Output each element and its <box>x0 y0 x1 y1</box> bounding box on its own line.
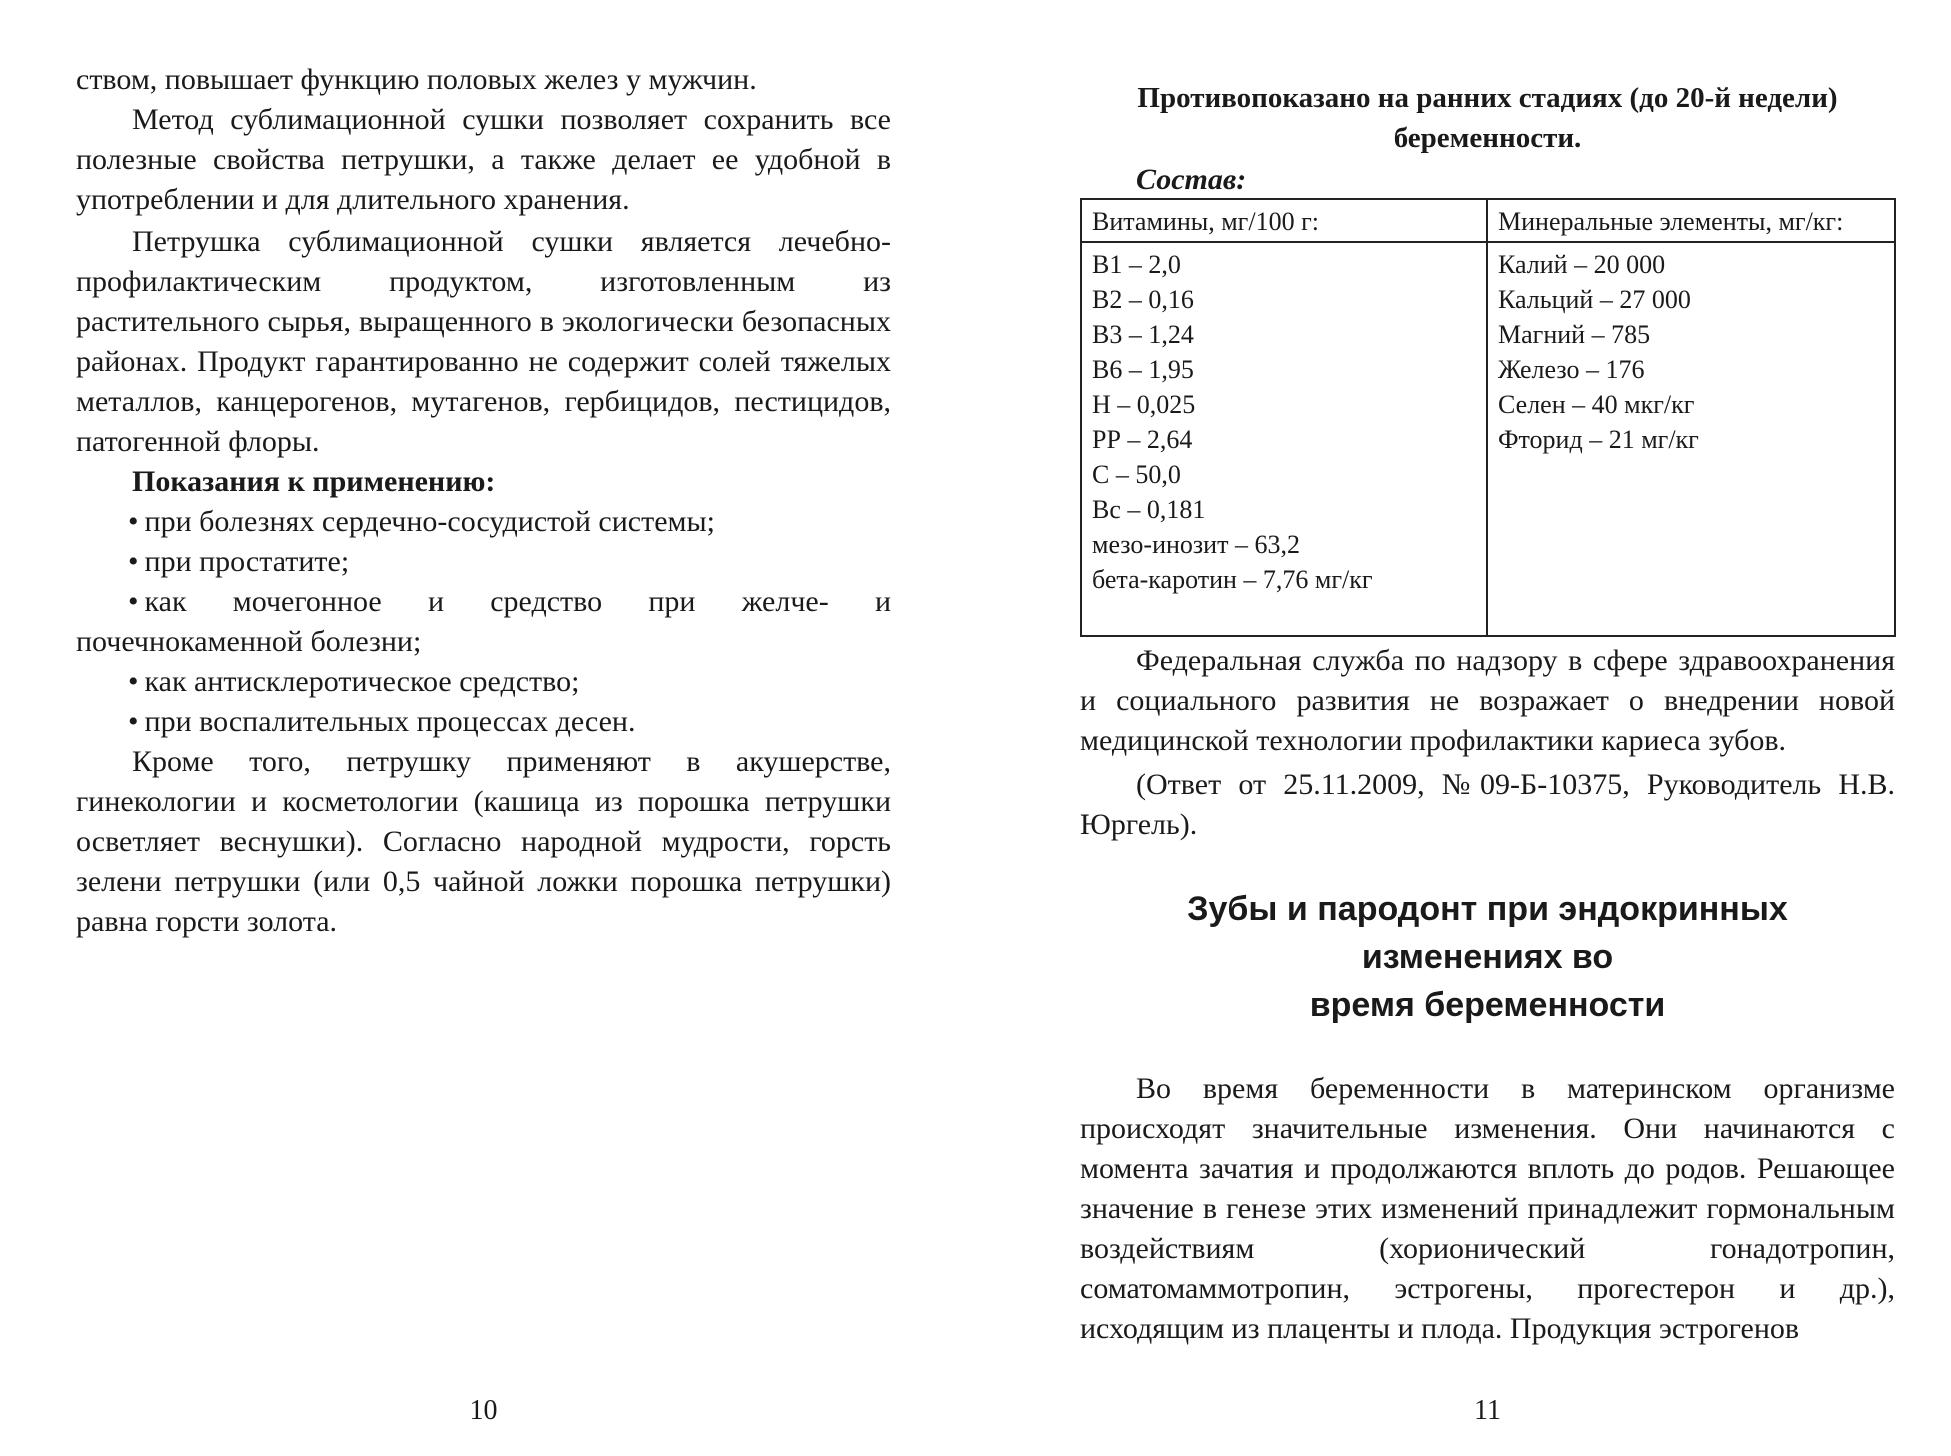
vitamin-item: бета-каротин – 7,76 мг/кг <box>1092 565 1373 594</box>
composition-table <box>1080 198 1896 637</box>
section-title-line-3: время беременности <box>1309 986 1666 1024</box>
vitamin-item: РР – 2,64 <box>1092 425 1193 454</box>
page-number: 11 <box>1474 1395 1501 1426</box>
federal-paragraph: Федеральная служба по надзору в сфере здравоохранения и социального развития не возражает о внедрении новой медицинской технологии профилактики кариеса зубов. <box>1080 644 1895 757</box>
vitamins-header: Витамины, мг/100 г: <box>1081 199 1487 242</box>
bullet-symbol: • <box>128 545 139 578</box>
vitamin-item: Н – 0,025 <box>1092 390 1196 419</box>
vitamins-cell <box>1081 242 1487 636</box>
indications-heading: Показания к применению: <box>132 465 496 498</box>
list-item: • при болезнях сердечно-сосудистой системы; <box>128 505 715 538</box>
list-item: • при воспалительных процессах десен. <box>128 705 636 738</box>
vitamin-item: В6 – 1,95 <box>1092 355 1194 384</box>
mineral-item: Калий – 20 000 <box>1498 250 1666 279</box>
composition-label: Состав: <box>1136 163 1247 196</box>
left-paragraph-2: Метод сублимационной сушки позволяет сохранить все полезные свойства петрушки, а также делает ее удобной в употреблении и для длительного хранения. <box>76 103 891 216</box>
table-row <box>1081 242 1895 636</box>
answer-paragraph: (Ответ от 25.11.2009, №09-Б-10375, Руководитель Н.В. Юргель). <box>1080 768 1895 841</box>
table-header-row <box>1081 199 1895 242</box>
list-item: • при простатите; <box>128 545 350 578</box>
contraindication-line-1: Противопоказано на ранних стадиях (до 20-й недели) <box>1137 82 1838 114</box>
vitamin-item: Вс – 0,181 <box>1092 495 1206 524</box>
minerals-cell <box>1487 242 1895 636</box>
mineral-item: Фторид – 21 мг/кг <box>1498 425 1699 454</box>
left-page <box>76 0 891 1456</box>
bullet-symbol: • <box>128 665 139 698</box>
section-title-line-1: Зубы и пародонт при эндокринных <box>1187 890 1788 928</box>
mineral-item: Селен – 40 мкг/кг <box>1498 390 1695 419</box>
right-page <box>1080 0 1895 1456</box>
bullet-symbol: • <box>128 505 139 538</box>
vitamin-item: С – 50,0 <box>1092 460 1181 489</box>
mineral-item: Железо – 176 <box>1498 355 1645 384</box>
left-paragraph-3: Петрушка сублимационной сушки является лечебно-профилактическим продуктом, изготовленным из растительного сырья, выращенного в экологически безопасных районах. Продукт гарантированно не содержит солей тяжелых металлов, канцерогенов, мутагенов, гербицидов, пестицидов, патогенной флоры. <box>76 225 891 458</box>
contraindication-line-2: беременности. <box>1393 122 1582 154</box>
left-paragraph-1: ством, повышает функцию половых желез у мужчин. <box>76 63 757 96</box>
bullet-symbol: • <box>128 705 139 738</box>
vitamin-item: В3 – 1,24 <box>1092 320 1194 349</box>
list-item: • как мочегонное и средство при желче- и почечнокаменной болезни; <box>76 585 891 658</box>
section-title <box>1080 885 1895 1029</box>
mineral-item: Магний – 785 <box>1498 320 1651 349</box>
section-title-line-2: изменениях во <box>1361 938 1614 976</box>
pregnancy-paragraph: Во время беременности в материнском организме происходят значительные изменения. Они начинаются с момента зачатия и продолжаются вплоть до родов. Решающее значение в генезе этих изменений принадлежит гормональным воздействиям (хорионический гонадотропин, соматомаммотропин, эстрогены, прогестерон и др.), исходящим из плаценты и плода. Продукция эстрогенов <box>1080 1072 1895 1345</box>
vitamin-item: мезо-инозит – 63,2 <box>1092 530 1300 559</box>
page-number: 10 <box>469 1395 498 1426</box>
vitamin-item: В1 – 2,0 <box>1092 250 1181 279</box>
list-item: • как антисклеротическое средство; <box>128 665 580 698</box>
left-paragraph-4: Кроме того, петрушку применяют в акушерстве, гинекологии и косметологии (кашица из порошка петрушки осветляет веснушки). Согласно народной мудрости, горсть зелени петрушки (или 0,5 чайной ложки порошка петрушки) равна горсти золота. <box>76 745 891 938</box>
mineral-item: Кальций – 27 000 <box>1498 285 1691 314</box>
indications-list <box>76 502 891 742</box>
bullet-symbol: • <box>128 585 139 618</box>
minerals-header: Минеральные элементы, мг/кг: <box>1487 199 1895 242</box>
vitamin-item: В2 – 0,16 <box>1092 285 1194 314</box>
